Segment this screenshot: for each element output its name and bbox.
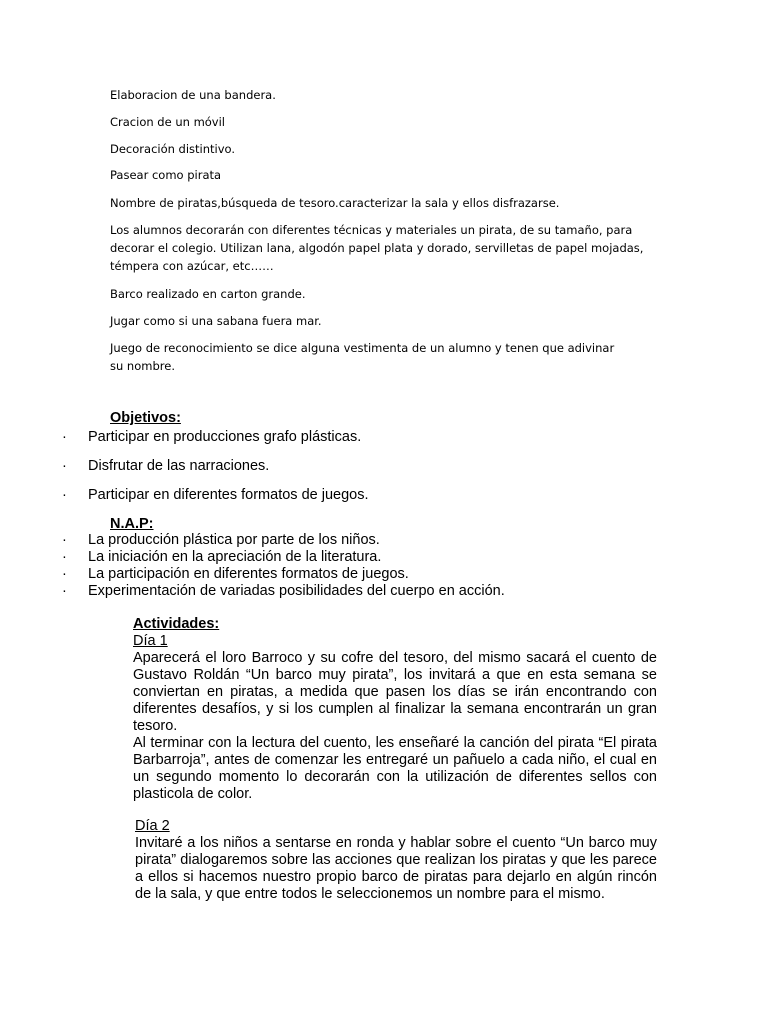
bullet-icon: ·	[62, 549, 67, 565]
nap-text: La participación en diferentes formatos de juegos.	[88, 566, 409, 582]
nap-text: Experimentación de variadas posibilidades del cuerpo en acción.	[88, 583, 505, 599]
activity-item: Barco realizado en carton grande.	[110, 287, 306, 301]
activity-item: Elaboracion de una bandera.	[110, 88, 276, 102]
activity-item: Juego de reconocimiento se dice alguna vestimenta de un alumno y tenen que adivinar su nombre.	[110, 341, 615, 373]
bullet-icon: ·	[62, 487, 67, 503]
nap-text: La producción plástica por parte de los niños.	[88, 532, 380, 548]
bullet-icon: ·	[62, 532, 67, 548]
activity-item: Nombre de piratas,búsqueda de tesoro.caracterizar la sala y ellos disfrazarse.	[110, 196, 560, 210]
bullet-icon: ·	[62, 583, 67, 599]
objetivo-text: Participar en producciones grafo plásticas.	[88, 429, 362, 445]
objetivo-text: Disfrutar de las narraciones.	[88, 458, 270, 474]
bullet-icon: ·	[62, 566, 67, 582]
dia1-label: Día 1	[133, 633, 168, 649]
dia1-paragraph-2: Al terminar con la lectura del cuento, les enseñaré la canción del pirata “El pirata Barbarroja”, antes de comenzar les entregaré un pañuelo a cada niño, el cual en un segundo momento lo decorarán con la utilización de diferentes sellos con plasticola de color.	[133, 735, 657, 802]
dia1-paragraph-1: Aparecerá el loro Barroco y su cofre del tesoro, del mismo sacará el cuento de Gustavo Roldán “Un barco muy pirata”, los invitará a que en esta semana se conviertan en piratas, a medida que pasen los días se irán encontrando con diferentes desafíos, y si los cumplen al finalizar la semana encontrarán un gran tesoro.	[133, 650, 657, 734]
nap-text: La iniciación en la apreciación de la literatura.	[88, 549, 382, 565]
activity-item: Cracion de un móvil	[110, 115, 225, 129]
actividades-heading: Actividades:	[133, 616, 220, 632]
dia2-paragraph-1: Invitaré a los niños a sentarse en ronda y hablar sobre el cuento “Un barco muy pirata” dialogaremos sobre las acciones que realizan los piratas y que les parece a ellos si hacemos nuestro propio barco de piratas para dejarlo en algún rincón de la sala, y que entre todos le seleccionemos un nombre para el mismo.	[135, 835, 657, 902]
activity-item: Jugar como si una sabana fuera mar.	[110, 314, 322, 328]
activity-item: Los alumnos decorarán con diferentes técnicas y materiales un pirata, de su tamaño, para decorar el colegio. Utilizan lana, algodón papel plata y dorado, servilletas de papel mojadas, témpera con azúcar, etc……	[110, 223, 644, 273]
nap-heading: N.A.P:	[110, 516, 154, 532]
bullet-icon: ·	[62, 429, 67, 445]
dia2-label: Día 2	[135, 818, 170, 834]
objetivos-heading: Objetivos:	[110, 410, 181, 426]
activity-item: Decoración distintivo.	[110, 142, 236, 156]
activity-item: Pasear como pirata	[110, 168, 222, 182]
bullet-icon: ·	[62, 458, 67, 474]
objetivo-text: Participar en diferentes formatos de juegos.	[88, 487, 369, 503]
